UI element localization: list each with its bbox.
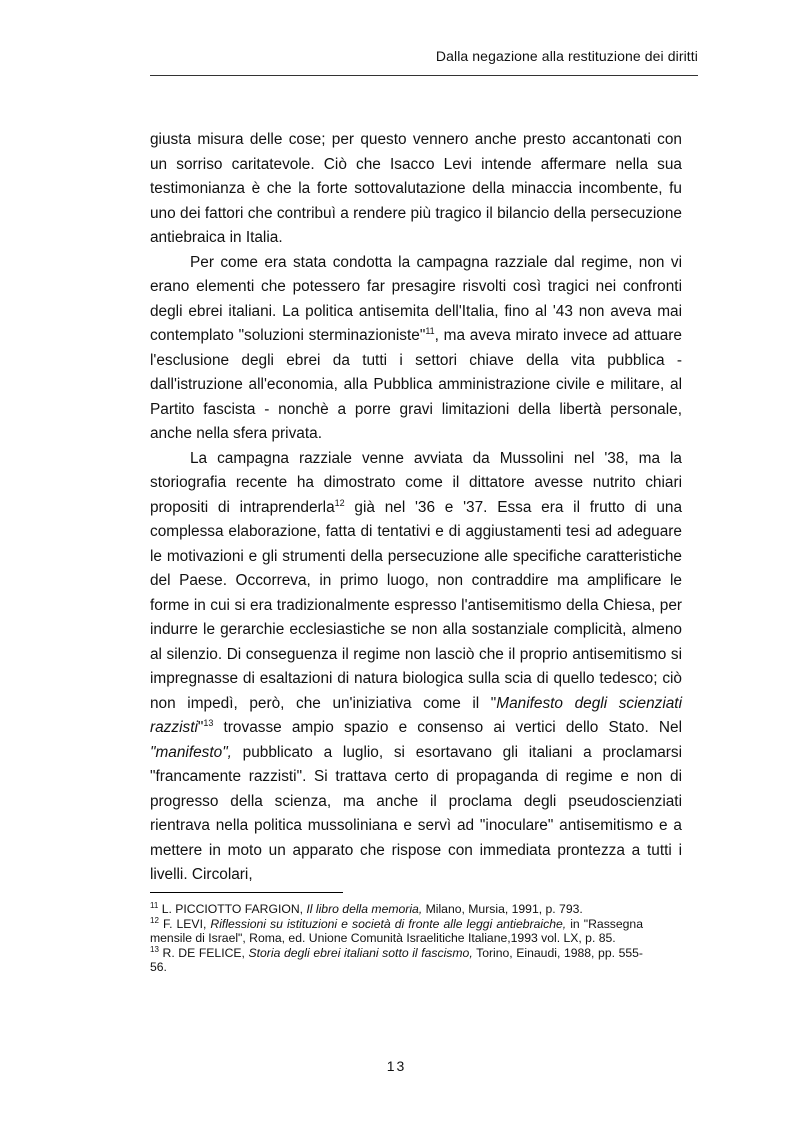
footnote-number: 12 [150, 915, 159, 925]
manifesto-title: Manifesto degli scienziati razzisti [150, 694, 683, 736]
footnote-ref-11[interactable]: 11 [425, 325, 435, 336]
paragraph-3-text-c: trovasse ampio spazio e consenso ai vertici dello Stato. Nel [213, 719, 682, 736]
footnote-divider [150, 892, 343, 893]
footnote-author: F. LEVI, [158, 916, 211, 931]
paragraph-2-text-a: Per come era stata condotta la campagna razziale dal regime, non vi erano elementi che potessero far presagire risvolti così tragici nei confronti degli ebrei italiani. La politica antisemita dell'Italia, fino al '43 non aveva mai contemplato "soluzioni sterminazioniste" [150, 253, 682, 344]
footnote-author: R. DE FELICE, [158, 945, 249, 960]
footnotes [150, 902, 643, 975]
main-text [150, 128, 682, 888]
footnote-11 [150, 902, 643, 917]
paragraph-3-quote: " [197, 719, 204, 736]
paragraph-2-text-b: , ma aveva mirato invece ad attuare l'esclusione degli ebrei da tutti i settori chiave della vita pubblica - dall'istruzione all'economia, alla Pubblica amministrazione civile e militare, al Partito fascista - nonchè a porre gravi limitazioni della libertà personale, anche nella sfera privata. [150, 327, 682, 442]
footnote-publication: Milano, Mursia, 1991, p. 793. [422, 902, 583, 916]
footnote-publication: in "Rassegna mensile di Israel", Roma, ed. Unione Comunità Israelitiche Italiane,1993 vol. LX, p. 85. [150, 916, 643, 946]
footnote-12 [150, 917, 643, 946]
footnote-number: 11 [150, 900, 159, 910]
footnote-title: Il libro della memoria, [306, 902, 423, 916]
paragraph-3 [150, 447, 682, 888]
running-header: Dalla negazione alla restituzione dei diritti [435, 48, 698, 64]
header-divider [150, 75, 698, 76]
footnote-author: L. PICCIOTTO FARGION, [158, 902, 307, 916]
paragraph-2 [150, 251, 682, 447]
paragraph-3-text-b: già nel '36 e '37. Essa era il frutto di una complessa elaborazione, fatta di tentativi e di aggiustamenti tesi ad adeguare le motivazioni e gli strumenti della persecuzione alle specifiche caratteristiche del Paese. Occorreva, in primo luogo, non contraddire ma amplificare le forme in cui si era tradizionalmente espresso l'antisemitismo della Chiesa, per indurre le gerarchie ecclesiastiche se non alla sostanziale complicità, almeno al silenzio. Di conseguenza il regime non lasciò che il proprio antisemitismo si impregnasse di esaltazioni di natura biologica sulla scia di quello tedesco; ciò non impedì, però, che un'iniziativa come il " [150, 498, 683, 712]
footnote-title: Storia degli ebrei italiani sotto il fascismo, [248, 945, 473, 960]
footnote-number: 13 [150, 944, 159, 954]
footnote-ref-12[interactable]: 12 [334, 497, 345, 508]
page-number: 13 [386, 1058, 407, 1074]
paragraph-3-text-a: La campagna razziale venne avviata da Mussolini nel '38, ma la storiografia recente ha dimostrato come il dittatore avesse nutrito chiari propositi di intraprenderla [150, 449, 682, 516]
footnote-title: Riflessioni su istituzioni e società di fronte alle leggi antiebraiche, [210, 916, 567, 931]
footnote-13 [150, 946, 643, 975]
paragraph-3-text-d: pubblicato a luglio, si esortavano gli italiani a proclamarsi "francamente razzisti". Si trattava certo di propaganda di regime e non di progresso della scienza, ma anche il proclama degli pseudoscienziati rientrava nella politica mussoliniana e servì ad "inoculare" antisemitismo e a mettere in moto un apparato che rispose con immediata prontezza a tutti i livelli. Circolari, [150, 743, 682, 883]
footnote-publication: Torino, Einaudi, 1988, pp. 555-56. [150, 945, 643, 975]
paragraph-1: giusta misura delle cose; per questo vennero anche presto accantonati con un sorriso caritatevole. Ciò che Isacco Levi intende affermare nella sua testimonianza è che la forte sottovalutazione della minaccia incombente, fu uno dei fattori che contribuì a rendere più tragico il bilancio della persecuzione antiebraica in Italia. [150, 131, 682, 246]
manifesto-word: "manifesto", [150, 743, 232, 761]
footnote-ref-13[interactable]: 13 [203, 717, 214, 728]
